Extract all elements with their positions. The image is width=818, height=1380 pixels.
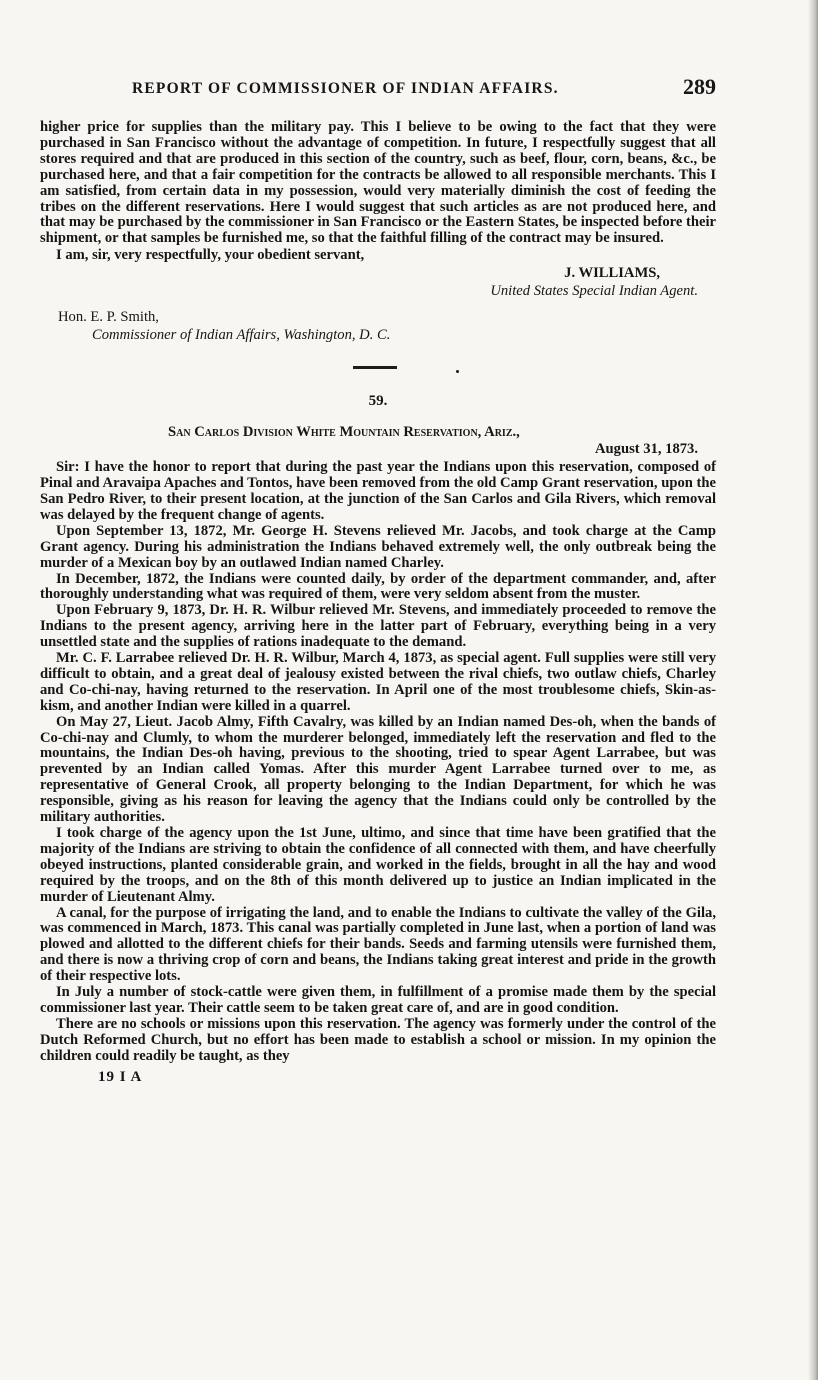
page-number: 289 bbox=[683, 74, 716, 99]
page bbox=[40, 70, 716, 1086]
divider-dot bbox=[456, 370, 459, 373]
report-paragraph: Mr. C. F. Larrabee relieved Dr. H. R. Wilbur, March 4, 1873, as special agent. Full supplies were still very difficult to obtain, and a great deal of jealousy existed between the rival chiefs, two outlaw chiefs, Charley and Co-chi-nay, having returned to the reservation. In April one of the most troublesome chiefs, Skin-as-kism, and another Indian were killed in a quarrel. bbox=[40, 650, 716, 714]
scan-edge bbox=[808, 0, 818, 1380]
report-paragraph: There are no schools or missions upon this reservation. The agency was formerly under the control of the Dutch Reformed Church, but no effort has been made to establish a school or mission. In my opinion the children could readily be taught, as they bbox=[40, 1015, 716, 1064]
letter-paragraph: higher price for supplies than the military pay. This I believe to be owing to the fact that they were purchased in San Francisco without the advantage of competition. In future, I respectfully suggest that all stores required and that are produced in this section of the country, such as beef, flour, corn, beans, &c., be purchased here, and that a fair competition for the contracts be allowed to all responsible merchants. This I am satisfied, from certain data in my possession, would very materially diminish the cost of feeding the tribes on the different reservations. Here I would suggest that such articles as are not produced here, and that may be purchased by the commissioner in San Francisco or the Eastern States, be inspected before their shipment, or that samples be furnished me, so that the faithful filling of the contract may be insured. bbox=[40, 119, 716, 247]
report-paragraph: On May 27, Lieut. Jacob Almy, Fifth Cavalry, was killed by an Indian named Des-oh, when the bands of Co-chi-nay and Clumly, to whom the murderer belonged, immediately left the reservation and fled to the mountains, the Indian Des-oh having, previous to the shooting, tried to spear Agent Larrabee, but was prevented by an Indian called Yomas. After this murder Agent Larrabee turned over to me, as representative of General Crook, all property belonging to the Indian Department, for which he was responsible, giving as his reason for leaving the agency that the Indians could only be controlled by the military authorities. bbox=[40, 713, 716, 826]
signature-mark: 19 I A bbox=[98, 1068, 143, 1085]
letter-closing: I am, sir, very respectfully, your obedient servant, bbox=[56, 247, 365, 264]
running-title: REPORT OF COMMISSIONER OF INDIAN AFFAIRS. bbox=[132, 80, 559, 97]
running-head bbox=[40, 70, 716, 110]
report-paragraph: I took charge of the agency upon the 1st June, ultimo, and since that time have been gratified that the majority of the Indians are striving to obtain the confidence of all connected with them, and have cheerfully obeyed instructions, planted considerable grain, and worked in the fields, brought in all the hay and wood required by the troops, and on the 8th of this month delivered up to justice an Indian implicated in the murder of Lieutenant Almy. bbox=[40, 825, 716, 905]
document-number: 59. bbox=[368, 393, 388, 410]
addressee-title: Commissioner of Indian Affairs, Washington, D. C. bbox=[92, 327, 391, 344]
report-paragraph: In December, 1872, the Indians were counted daily, by order of the department commander, and, after thoroughly understanding what was required of them, were very seldom absent from the muster. bbox=[40, 570, 716, 603]
section-divider bbox=[353, 366, 397, 369]
report-paragraph: Upon September 13, 1872, Mr. George H. Stevens relieved Mr. Jacobs, and took charge at the Camp Grant agency. During his administration the Indians behaved extremely well, the only outbreak being the murder of a Mexican boy by an outlawed Indian named Charley. bbox=[40, 522, 716, 571]
report-paragraph: Upon February 9, 1873, Dr. H. R. Wilbur relieved Mr. Stevens, and immediately proceeded to remove the Indians to the present agency, arriving here in the latter part of February, everything being in a very unsettled state and the supplies of rations inadequate to the demand. bbox=[40, 602, 716, 651]
report-paragraph: In July a number of stock-cattle were given them, in fulfillment of a promise made them by the special commissioner last year. Their cattle seem to be taken great care of, and are in good condition. bbox=[40, 984, 716, 1016]
report-heading: San Carlos Division White Mountain Reservation, Ariz., bbox=[168, 424, 520, 441]
report-date: August 31, 1873. bbox=[595, 441, 698, 458]
signer-name: J. WILLIAMS, bbox=[564, 265, 660, 282]
report-paragraph: Sir: I have the honor to report that during the past year the Indians upon this reservation, composed of Pinal and Aravaipa Apaches and Tontos, have been removed from the old Camp Grant reservation, upon the San Pedro River, to their present location, at the junction of the San Carlos and Gila Rivers, which removal was delayed by the frequent change of agents. bbox=[40, 459, 716, 523]
signer-title: United States Special Indian Agent. bbox=[490, 283, 698, 300]
addressee-name: Hon. E. P. Smith, bbox=[58, 309, 159, 326]
report-paragraph: A canal, for the purpose of irrigating the land, and to enable the Indians to cultivate the valley of the Gila, was commenced in March, 1873. This canal was partially completed in June last, when a portion of land was plowed and allotted to the different chiefs for their bands. Seeds and farming utensils were furnished them, and there is now a thriving crop of corn and beans, the Indians taking great interest and pride in the growth of their respective lots. bbox=[40, 904, 716, 985]
